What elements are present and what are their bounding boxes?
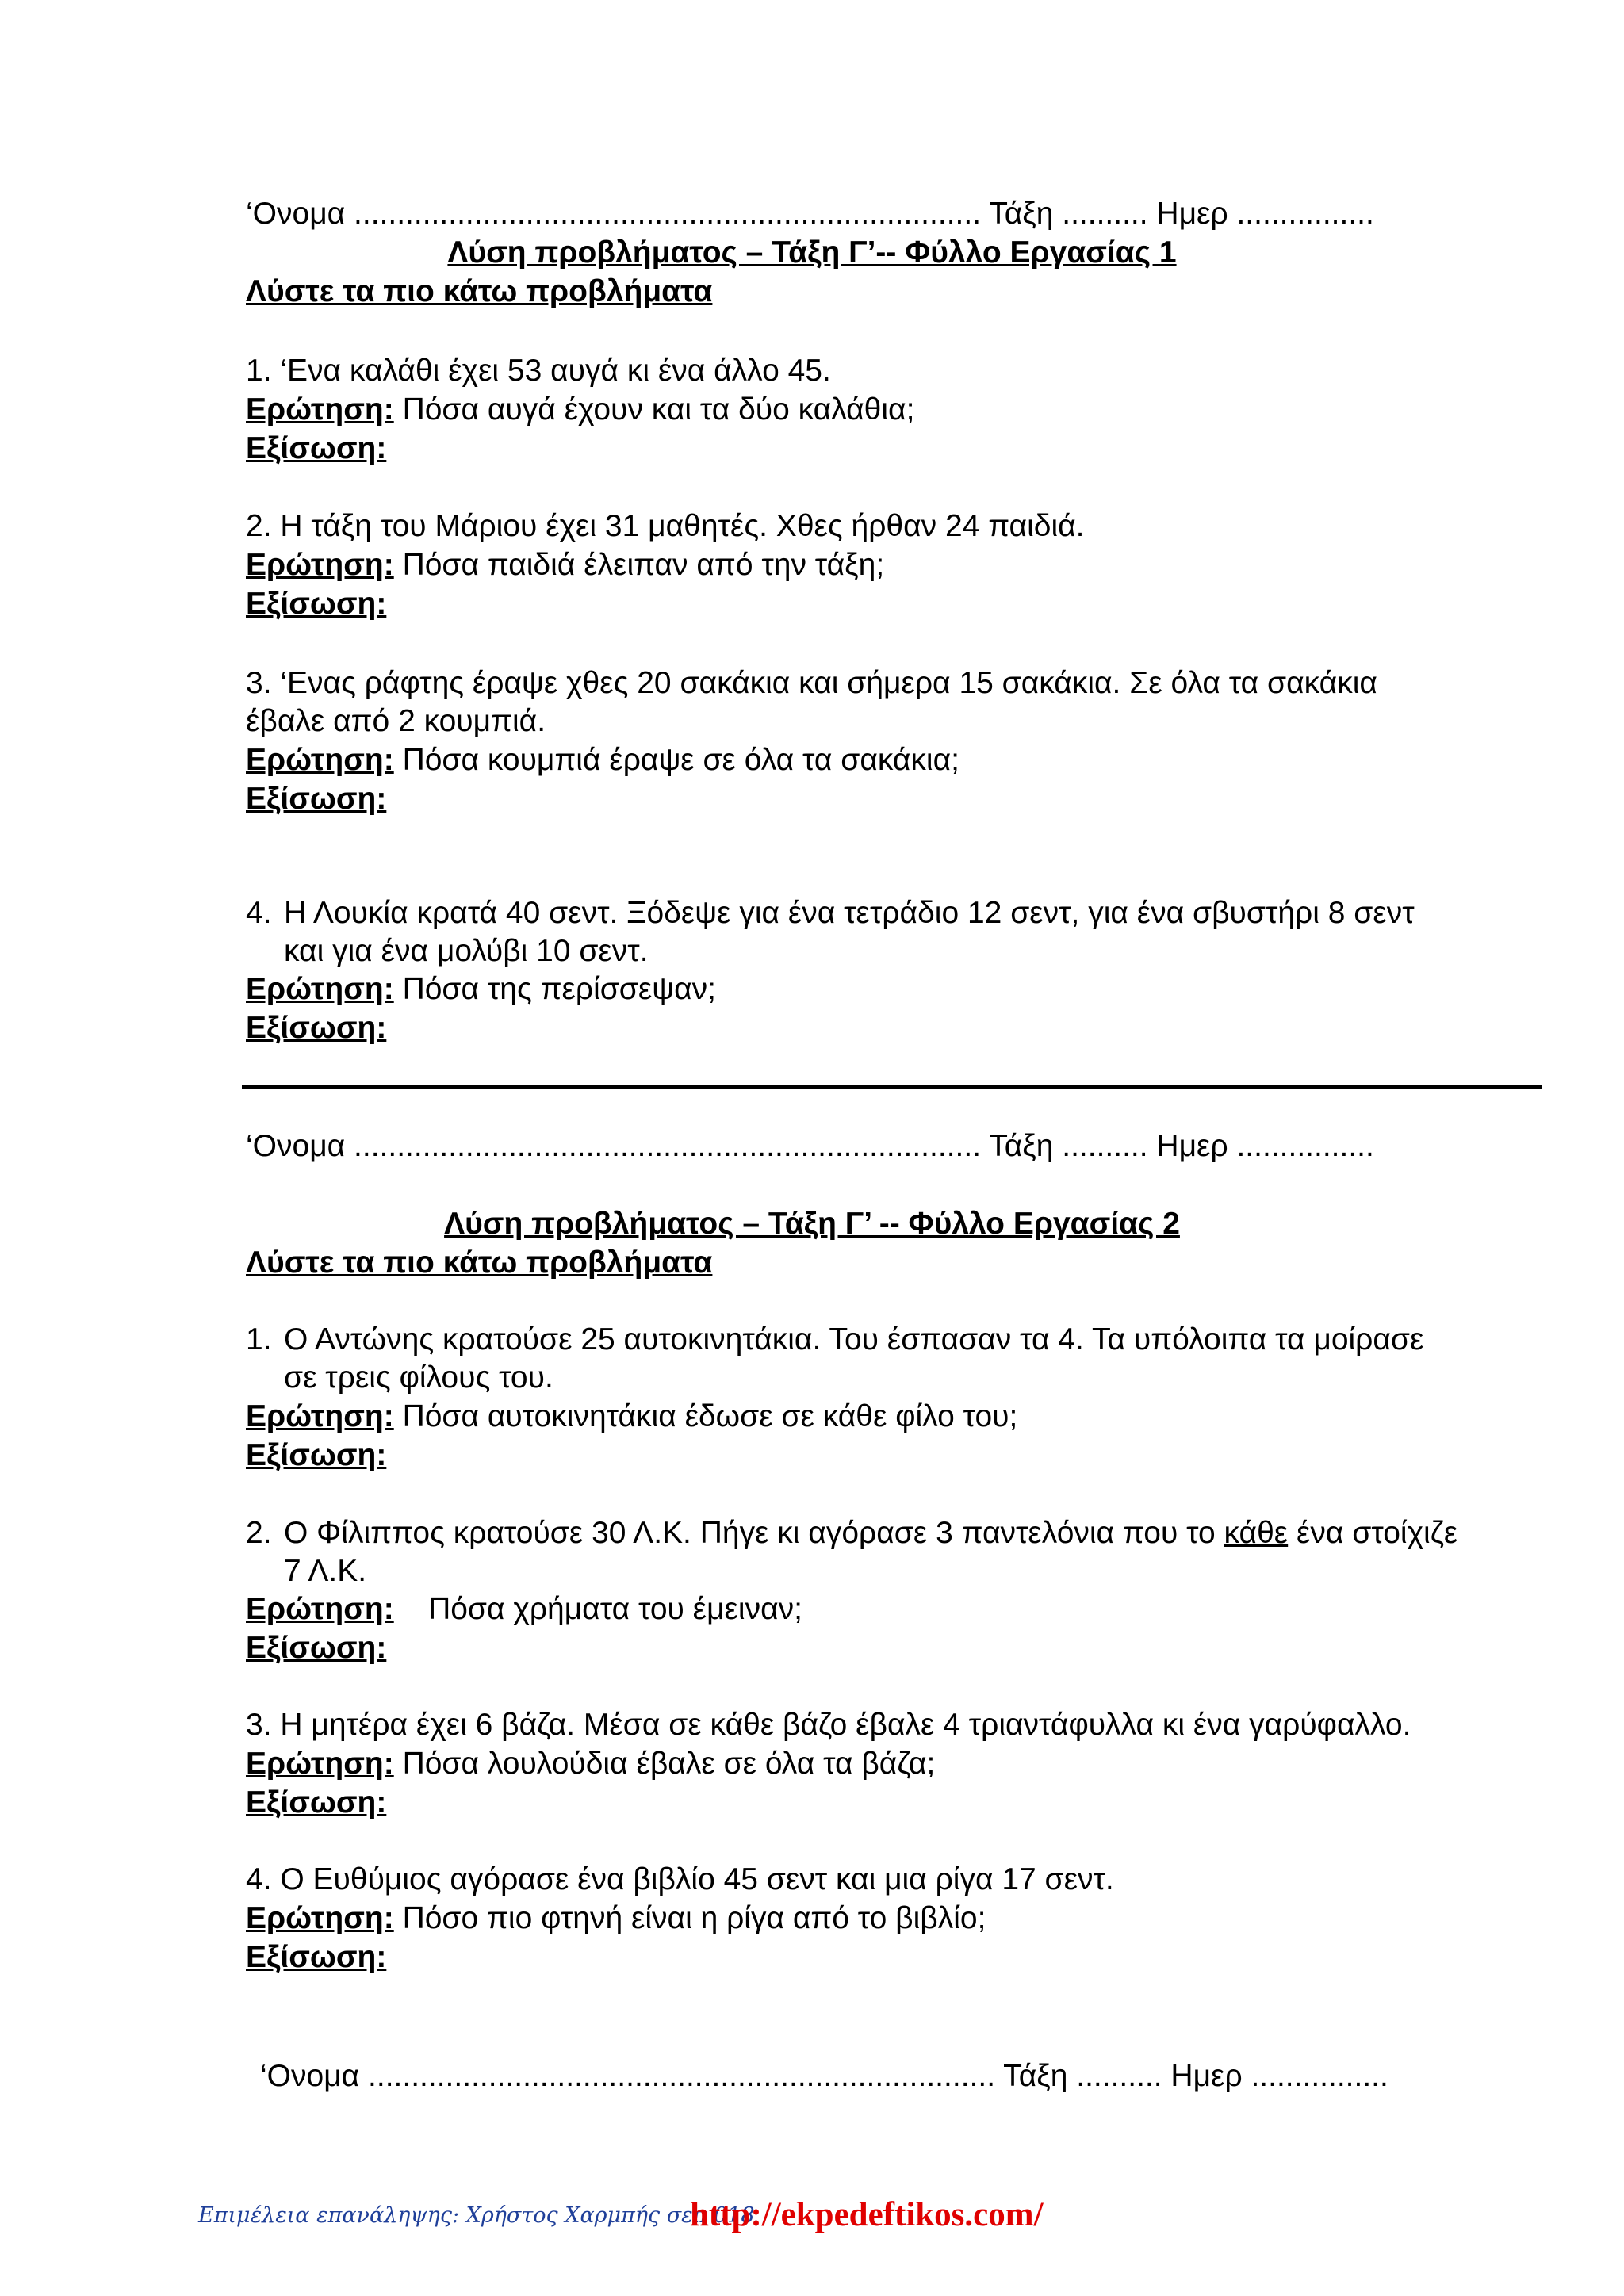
sheet1-problem-1-equation-label: Εξίσωση: [246,431,387,465]
section-divider [242,1085,1542,1089]
problem-number: 4. [246,896,272,930]
footer-url-link[interactable]: http://ekpedeftikos.com/ [690,2196,1044,2233]
sheet1-problem-2-question [246,546,884,584]
problem-text: Ο Αντώνης κρατούσε 25 αυτοκινητάκια. Του έσπασαν τα 4. Τα υπόλοιπα τα μοίρασε [284,1322,1424,1357]
sheet2-problem-2-text-line2: 7 Λ.Κ. [284,1554,367,1588]
problem-text: Η Λουκία κρατά 40 σεντ. Ξόδεψε για ένα τετράδιο 12 σεντ, για ένα σβυστήρι 8 σεντ [284,896,1415,930]
sheet1-problem-4-equation-label: Εξίσωση: [246,1011,387,1045]
name-class-date-line-3: ‘Ονομα ......................................................................... Τάξη .......... Ημερ ................ [260,2059,1388,2093]
question-label: Ερώτηση: [246,1747,394,1781]
problem-text-underlined: κάθε [1224,1516,1289,1550]
question-label: Ερώτηση: [246,972,394,1006]
question-label: Ερώτηση: [246,1592,394,1626]
question-text: Πόσα λουλούδια έβαλε σε όλα τα βάζα; [402,1747,936,1781]
question-label: Ερώτηση: [246,548,394,582]
question-text: Πόσα κουμπιά έραψε σε όλα τα σακάκια; [402,743,959,777]
question-text: Πόσο πιο φτηνή είναι η ρίγα από το βιβλίο; [402,1901,986,1935]
sheet2-problem-1-question [246,1398,1017,1436]
sheet2-title: Λύση προβλήματος – Τάξη Γ’ -- Φύλλο Εργασίας 2 [444,1207,1180,1241]
sheet1-problem-2-text: 2. Η τάξη του Μάριου έχει 31 μαθητές. Χθες ήρθαν 24 παιδιά. [246,509,1085,543]
sheet2-problem-1-equation-label: Εξίσωση: [246,1438,387,1472]
problem-number: 1. [246,1322,272,1357]
question-label: Ερώτηση: [246,1399,394,1433]
sheet2-problem-3-equation-label: Εξίσωση: [246,1785,387,1820]
sheet1-title: Λύση προβλήματος – Τάξη Γ’-- Φύλλο Εργασίας 1 [447,235,1177,270]
sheet2-problem-2-question [246,1590,802,1628]
problem-text-after: ένα στοίχιζε [1288,1516,1458,1550]
sheet1-problem-3-text-line1: 3. ‘Ενας ράφτης έραψε χθες 20 σακάκια και σήμερα 15 σακάκια. Σε όλα τα σακάκια [246,666,1377,700]
question-label: Ερώτηση: [246,743,394,777]
sheet2-problem-3-text: 3. Η μητέρα έχει 6 βάζα. Μέσα σε κάθε βάζο έβαλε 4 τριαντάφυλλα κι ένα γαρύφαλλο. [246,1708,1411,1742]
question-text: Πόσα αυτοκινητάκια έδωσε σε κάθε φίλο του; [402,1399,1018,1433]
sheet1-problem-3-question [246,741,959,779]
question-label: Ερώτηση: [246,1901,394,1935]
sheet1-problem-1-question [246,391,914,429]
sheet2-instruction: Λύστε τα πιο κάτω προβλήματα [246,1246,713,1280]
sheet2-problem-4-equation-label: Εξίσωση: [246,1940,387,1974]
question-text: Πόσα της περίσσεψαν; [402,972,716,1006]
sheet2-problem-4-question [246,1900,986,1938]
problem-number: 2. [246,1516,272,1550]
sheet1-instruction: Λύστε τα πιο κάτω προβλήματα [246,274,713,308]
sheet1-problem-4-question [246,970,716,1008]
problem-text-before: Ο Φίλιππος κρατούσε 30 Λ.Κ. Πήγε κι αγόρασε 3 παντελόνια που το [284,1516,1224,1550]
sheet1-problem-3-equation-label: Εξίσωση: [246,782,387,816]
question-text: Πόσα αυγά έχουν και τα δύο καλάθια; [402,392,915,427]
name-class-date-line-1: ‘Ονομα ......................................................................... Τάξη .......... Ημερ ................ [246,197,1374,231]
sheet1-problem-4-text-line2: και για ένα μολύβι 10 σεντ. [284,934,649,968]
sheet1-problem-4-text-line1 [246,894,1415,932]
sheet2-problem-3-question [246,1745,935,1783]
footer-credit: Επιμέλεια επανάληψης: Χρήστος Χαρμπής σεπ 018 [198,2203,755,2228]
sheet2-problem-2-text-line1 [246,1514,1457,1552]
sheet1-problem-3-text-line2: έβαλε από 2 κουμπιά. [246,704,546,738]
question-text: Πόσα παιδιά έλειπαν από την τάξη; [402,548,885,582]
sheet2-problem-2-equation-label: Εξίσωση: [246,1631,387,1665]
question-label: Ερώτηση: [246,392,394,427]
sheet1-problem-2-equation-label: Εξίσωση: [246,587,387,621]
sheet2-problem-1-text-line2: σε τρεις φίλους του. [284,1360,553,1395]
sheet2-problem-1-text-line1 [246,1321,1423,1359]
name-class-date-line-2: ‘Ονομα ......................................................................... Τάξη .......... Ημερ ................ [246,1129,1374,1163]
sheet2-problem-4-text: 4. Ο Ευθύμιος αγόρασε ένα βιβλίο 45 σεντ και μια ρίγα 17 σεντ. [246,1862,1114,1896]
question-text: Πόσα χρήματα του έμειναν; [428,1592,802,1626]
sheet1-problem-1-text: 1. ‘Ενα καλάθι έχει 53 αυγά κι ένα άλλο 45. [246,354,831,388]
